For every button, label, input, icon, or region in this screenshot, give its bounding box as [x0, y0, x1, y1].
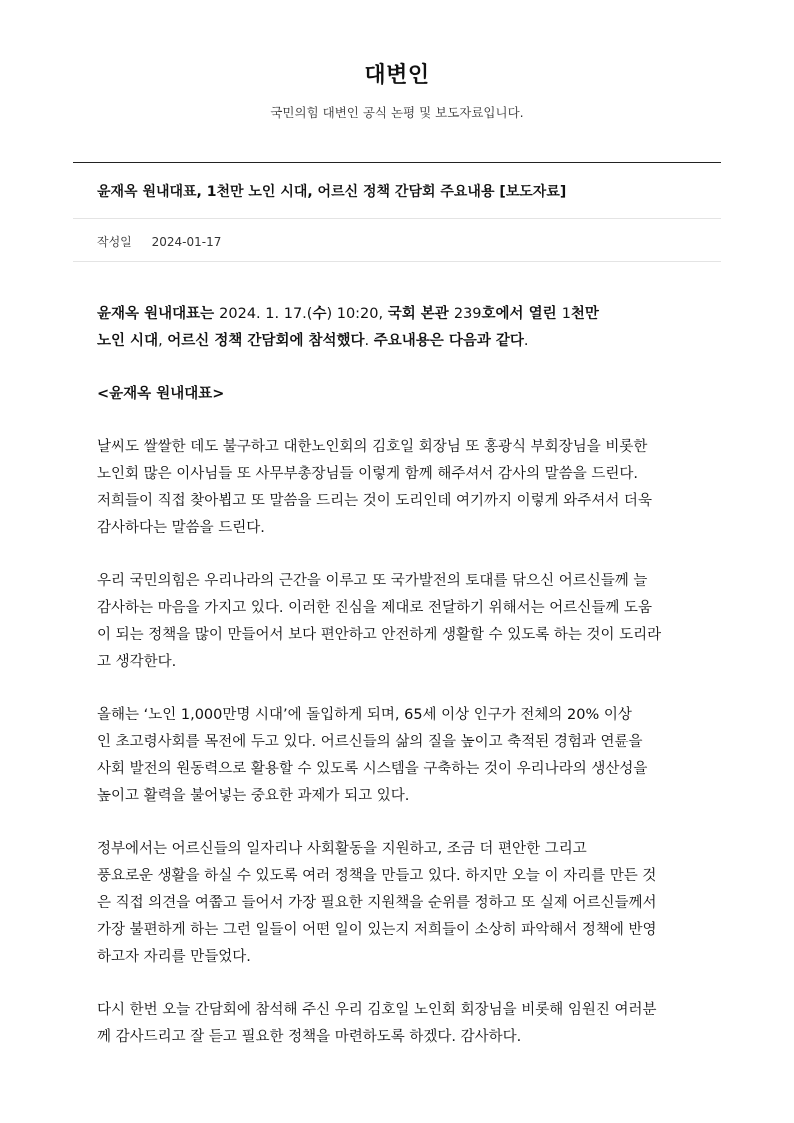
- paragraph-2: [97, 568, 697, 676]
- intro-text: 국회 본관: [387, 306, 454, 322]
- paragraph-line: 다시 한번 오늘 간담회에 참석해 주신 우리 김호일 노인회 회장님을 비롯해 임원진 여러분: [97, 1002, 657, 1018]
- paragraph-5: [97, 997, 697, 1051]
- post-title: 윤재옥 원내대표, 1천만 노인 시대, 어르신 정책 간담회 주요내용 [보도자료]: [97, 184, 567, 200]
- paragraph-3: [97, 702, 697, 810]
- paragraph-line: 감사하는 마음을 가지고 있다. 이러한 진심을 제대로 전달하기 위해서는 어르신들께 도움: [97, 600, 652, 616]
- meta-divider: [73, 261, 721, 262]
- intro-text: 천만: [570, 306, 599, 322]
- speaker-heading: [97, 381, 697, 408]
- paragraph-line: 노인회 많은 이사님들 또 사무부총장님들 이렇게 함께 해주셔서 감사의 말씀을 드린다.: [97, 466, 638, 482]
- intro-line-2: [97, 328, 697, 355]
- intro-text: .: [523, 333, 529, 349]
- paragraph-line: 높이고 활력을 불어넣는 중요한 과제가 되고 있다.: [97, 788, 410, 804]
- paragraph-line: 풍요로운 생활을 하실 수 있도록 여러 정책을 만들고 있다. 하지만 오늘 이 자리를 만든 것: [97, 868, 657, 884]
- paragraph-line: 고 생각한다.: [97, 654, 177, 670]
- intro-text: ,: [158, 333, 168, 349]
- paragraph-line: 은 직접 의견을 여쭙고 들어서 가장 필요한 지원책을 순위를 정하고 또 실제 어르신들께서: [97, 895, 657, 911]
- paragraph-line: 인 초고령사회를 목전에 두고 있다. 어르신들의 삶의 질을 높이고 축적된 경험과 연륜을: [97, 734, 643, 750]
- intro-text: ) 10:20,: [326, 306, 388, 322]
- post-date: 2024-01-17: [151, 235, 222, 249]
- paragraph-line: 날씨도 쌀쌀한 데도 불구하고 대한노인회의 김호일 회장님 또 홍광식 부회장님을 비롯한: [97, 439, 648, 455]
- intro-paragraph: [97, 301, 697, 355]
- intro-text: 주요내용은 다음과 같다: [373, 333, 524, 349]
- paragraph-line: 우리 국민의힘은 우리나라의 근간을 이루고 또 국가발전의 토대를 닦으신 어르신들께 늘: [97, 573, 648, 589]
- paragraph-line: 사회 발전의 원동력으로 활용할 수 있도록 시스템을 구축하는 것이 우리나라의 생산성을: [97, 761, 648, 777]
- intro-text: 239: [453, 306, 482, 322]
- intro-text: .: [364, 333, 374, 349]
- intro-line-1: [97, 301, 697, 328]
- paragraph-1: [97, 434, 697, 542]
- site-subtitle: 국민의힘 대변인 공식 논평 및 보도자료입니다.: [270, 105, 524, 120]
- paragraph-line: 께 감사드리고 잘 듣고 필요한 정책을 마련하도록 하겠다. 감사하다.: [97, 1029, 522, 1045]
- intro-text: 1: [561, 306, 571, 322]
- paragraph-line: 하고자 자리를 만들었다.: [97, 949, 251, 965]
- intro-text: 윤재옥 원내대표는: [97, 306, 220, 322]
- paragraph-line: 정부에서는 어르신들의 일자리나 사회활동을 지원하고, 조금 더 편안한 그리고: [97, 841, 587, 857]
- paragraph-line: 올해는 ‘노인 1,000만명 시대’에 돌입하게 되며, 65세 이상 인구가 전체의 20% 이상: [97, 707, 632, 723]
- header-divider: [73, 162, 721, 163]
- title-divider: [73, 218, 721, 219]
- date-label: 작성일: [97, 235, 132, 249]
- article-body: [97, 301, 697, 1077]
- site-title: 대변인: [364, 63, 430, 88]
- paragraph-line: 가장 불편하게 하는 그런 일들이 어떤 일이 있는지 저희들이 소상히 파악해서 정책에 반영: [97, 922, 657, 938]
- paragraph-line: 저희들이 직접 찾아뵙고 또 말씀을 드리는 것이 도리인데 여기까지 이렇게 와주셔서 더욱: [97, 493, 652, 509]
- post-meta: [97, 233, 221, 250]
- intro-text: 노인 시대: [97, 333, 159, 349]
- intro-text: 수: [312, 306, 327, 322]
- speaker-heading-text: <윤재옥 원내대표>: [97, 386, 225, 402]
- paragraph-line: 이 되는 정책을 많이 만들어서 보다 편안하고 안전하게 생활할 수 있도록 하는 것이 도리라: [97, 627, 662, 643]
- intro-text: 호에서 열린: [481, 306, 562, 322]
- intro-text: 어르신 정책 간담회에 참석했다: [167, 333, 365, 349]
- paragraph-line: 감사하다는 말씀을 드린다.: [97, 520, 265, 536]
- intro-text: 2024. 1. 17.(: [219, 306, 313, 322]
- paragraph-4: [97, 836, 697, 971]
